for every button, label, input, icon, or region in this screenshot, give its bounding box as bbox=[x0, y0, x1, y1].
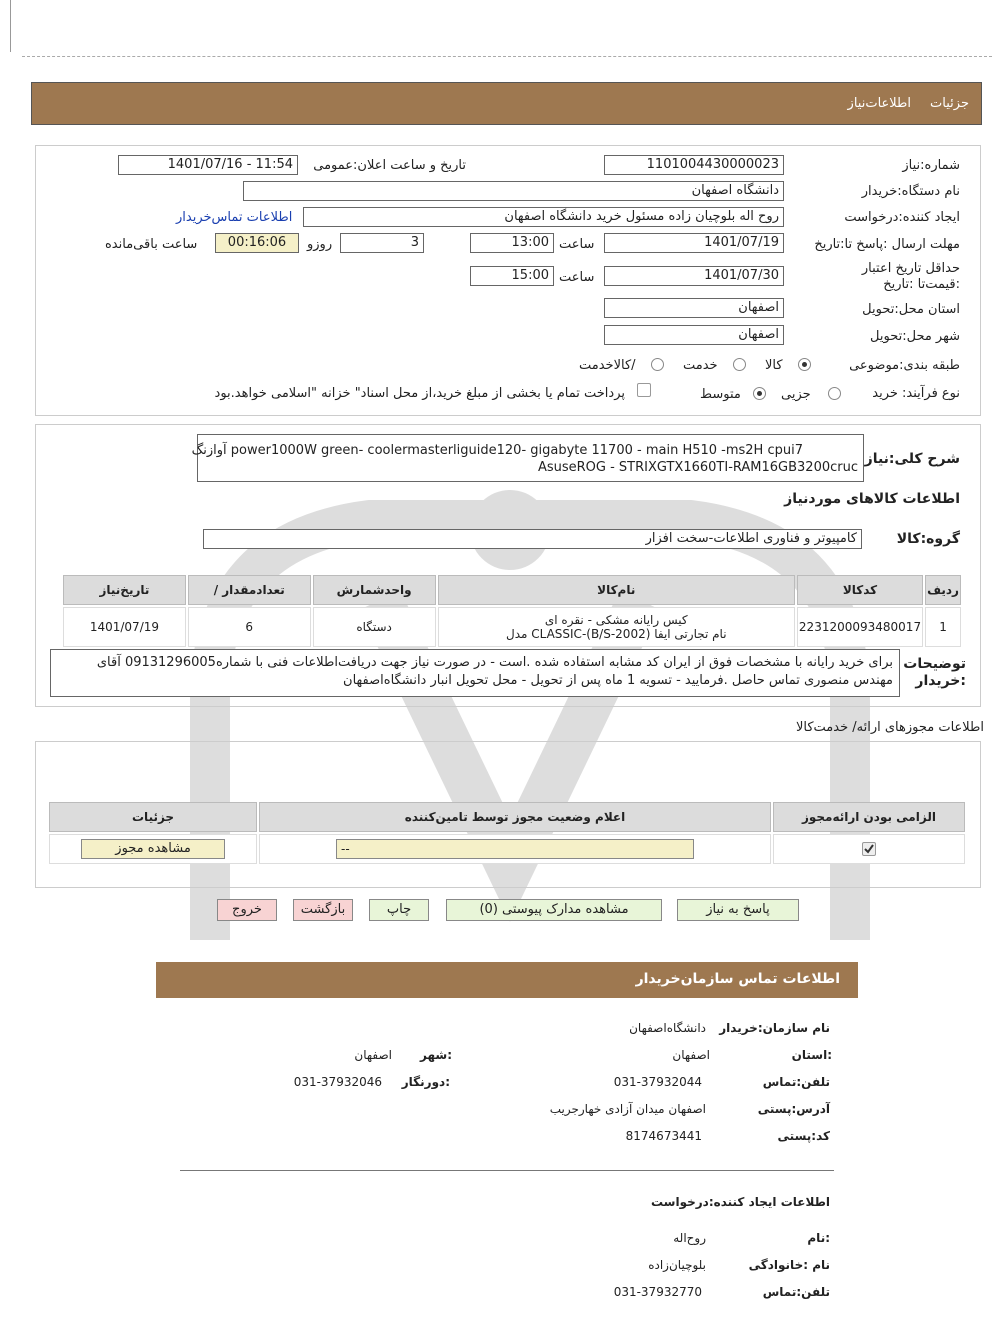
goods-title: اطلاعات کالاهای موردنیاز bbox=[784, 491, 960, 507]
top-divider bbox=[22, 56, 992, 57]
contact-bar bbox=[156, 962, 858, 998]
tab-details[interactable]: جزئیات bbox=[930, 96, 969, 111]
creator-field[interactable]: روح اله بلوچیان زاده مسئول خرید دانشگاه اصفهان bbox=[303, 207, 784, 227]
deadline-label: مهلت ارسال :پاسخ تا:تاریخ bbox=[814, 237, 960, 252]
summary-box[interactable] bbox=[191, 434, 864, 482]
goods-header-row bbox=[63, 575, 961, 605]
contact-city: اصفهان bbox=[354, 1048, 392, 1062]
col-code: کدکالا bbox=[797, 575, 923, 605]
group-field[interactable]: کامپیوتر و فناوری اطلاعات-سخت افزار bbox=[203, 529, 862, 549]
table-row bbox=[49, 834, 965, 864]
radio-partial[interactable] bbox=[828, 387, 841, 400]
treasury-checkbox[interactable] bbox=[637, 383, 651, 397]
announce-field[interactable]: 1401/07/16 - 11:54 bbox=[118, 155, 298, 175]
validity-time-word: ساعت bbox=[559, 270, 595, 285]
print-button[interactable]: چاپ bbox=[369, 899, 429, 921]
contact-province: اصفهان bbox=[672, 1048, 710, 1062]
cell-qty: 6 bbox=[188, 607, 311, 647]
attachments-button[interactable]: مشاهده مدارک پیوستی (0) bbox=[446, 899, 662, 921]
cell-unit: دستگاه bbox=[313, 607, 436, 647]
table-row[interactable] bbox=[63, 607, 961, 647]
cell-name bbox=[438, 607, 795, 647]
col-unit: واحدشمارش bbox=[313, 575, 436, 605]
cell-date: 1401/07/19 bbox=[63, 607, 186, 647]
radio-goods[interactable] bbox=[798, 358, 811, 371]
contact-org: دانشگاه‌اصفهان bbox=[629, 1021, 706, 1035]
days-word: روزو bbox=[307, 237, 333, 252]
col-need-date: تاریخ‌نیاز bbox=[63, 575, 186, 605]
exit-button[interactable]: خروج bbox=[217, 899, 277, 921]
buyer-org-label: نام دستگاه:خریدار bbox=[861, 184, 960, 199]
col-qty: / تعدادمقدار bbox=[188, 575, 311, 605]
validity-date-field[interactable]: 1401/07/30 bbox=[604, 266, 784, 286]
contact-fax-label: :دورنگار bbox=[401, 1075, 450, 1089]
permits-header-row bbox=[49, 802, 965, 832]
radio-service[interactable] bbox=[733, 358, 746, 371]
permits-cell-status bbox=[259, 834, 771, 864]
remaining-time-box: 00:16:06 bbox=[215, 233, 299, 253]
creator-phone: 031-37932770 bbox=[613, 1285, 702, 1299]
remaining-word: ساعت باقی‌مانده bbox=[105, 237, 198, 252]
creator-info-title: اطلاعات ایجاد کننده:درخواست bbox=[650, 1195, 830, 1209]
contact-divider bbox=[180, 1170, 834, 1171]
need-number-label: شماره:نیاز bbox=[902, 158, 960, 173]
reply-button[interactable]: پاسخ به نیاز bbox=[677, 899, 799, 921]
proc-medium-label: متوسط bbox=[700, 387, 741, 402]
frame-line bbox=[10, 0, 11, 52]
summary-line2: AsuseROG - STRIXGTX1660TI-RAM16GB3200cruc bbox=[537, 460, 858, 475]
deadline-time-field[interactable]: 13:00 bbox=[470, 233, 554, 253]
contact-fax: 031-37932046 bbox=[293, 1075, 382, 1089]
col-index: ردیف bbox=[925, 575, 961, 605]
goods-table bbox=[61, 573, 963, 649]
permits-col-status: اعلام وضعیت مجوز توسط تامین‌کننده bbox=[259, 802, 771, 832]
province-field[interactable]: اصفهان bbox=[604, 298, 784, 318]
announce-label: تاریخ و ساعت اعلان:عمومی bbox=[313, 158, 466, 173]
creator-name-label: :نام bbox=[807, 1231, 830, 1245]
contact-address: اصفهان میدان آزادی خهارجریب bbox=[549, 1102, 706, 1116]
validity-label: حداقل تاریخ اعتبار :قیمت‌تا :تاریخ bbox=[861, 261, 960, 292]
group-label: گروه:کالا bbox=[896, 531, 960, 547]
city-field[interactable]: اصفهان bbox=[604, 325, 784, 345]
cat-goods-service-label: /کالاخدمت bbox=[579, 358, 636, 373]
contact-postal-label: کد:پستی bbox=[777, 1129, 830, 1143]
days-field[interactable]: 3 bbox=[340, 233, 424, 253]
creator-family-label: نام :خانوادگی bbox=[748, 1258, 830, 1272]
summary-line1: آوازنگ power1000W green- coolermasterliguide120- gigabyte 11700 - main H510 -ms2H cpui7 bbox=[191, 443, 803, 458]
contact-address-label: آدرس:پستی bbox=[757, 1102, 830, 1116]
need-number-field[interactable]: 1101004430000023 bbox=[604, 155, 784, 175]
cat-goods-label: کالا bbox=[765, 358, 783, 373]
validity-time-field[interactable]: 15:00 bbox=[470, 266, 554, 286]
tab-need-info[interactable]: اطلاعات‌نیاز bbox=[847, 96, 911, 111]
permit-required-checkbox[interactable] bbox=[862, 842, 876, 856]
back-button[interactable]: بازگشت bbox=[293, 899, 353, 921]
permit-status-field[interactable]: -- bbox=[336, 839, 694, 859]
permits-col-details: جزئیات bbox=[49, 802, 257, 832]
permits-cell-required bbox=[773, 834, 965, 864]
cell-code: 2231200093480017 bbox=[797, 607, 923, 647]
cell-index: 1 bbox=[925, 607, 961, 647]
permits-title: اطلاعات مجوزهای ارائه/ خدمت‌کالا bbox=[795, 720, 984, 735]
header-bar bbox=[31, 82, 982, 125]
notes-box[interactable]: برای خرید رایانه با مشخصات فوق از ایران کد مشابه استفاده شده .است - در صورت نیاز جهت دریافت‌اطلاعات فنی با شماره09131296005 آقای مهندس منصوری تماس حاصل .فرمایید - تسویه 1 ماه پس از تحویل - محل تحویل انبار دانشگاه‌اصفهان bbox=[50, 649, 900, 697]
radio-medium[interactable] bbox=[753, 387, 766, 400]
contact-bar-title: اطلاعات تماس سازمان‌خریدار bbox=[635, 971, 840, 987]
process-label: نوع فرآیند: خرید bbox=[872, 386, 960, 401]
permits-cell-details bbox=[49, 834, 257, 864]
check-icon bbox=[863, 843, 875, 855]
view-permit-button[interactable]: مشاهده مجوز bbox=[81, 839, 225, 859]
contact-link[interactable]: اطلاعات تماس‌خریدار bbox=[176, 210, 293, 225]
contact-org-label: نام سازمان:خریدار bbox=[719, 1021, 830, 1035]
cell-name-line1: کیس رایانه مشکی - نقره ای bbox=[544, 613, 688, 627]
radio-goods-service[interactable] bbox=[651, 358, 664, 371]
time-word: ساعت bbox=[559, 237, 595, 252]
payment-note: پرداخت تمام یا بخشی از مبلغ خرید،از محل اسناد" خزانه "اسلامی خواهد.بود bbox=[214, 386, 625, 401]
buyer-org-field[interactable]: دانشگاه اصفهان bbox=[243, 181, 784, 201]
permits-col-required: الزامی بودن ارائه‌مجوز bbox=[773, 802, 965, 832]
permits-table bbox=[47, 800, 967, 866]
contact-province-label: :استان bbox=[791, 1048, 832, 1062]
creator-family: بلوچیان‌زاده bbox=[648, 1258, 706, 1272]
cell-name-line2: مدل CLASSIC-(B/S-2002) نام تجارتی ایفا bbox=[505, 627, 727, 641]
notes-label: توضیحات :خریدار bbox=[903, 656, 966, 689]
creator-phone-label: تلفن:تماس bbox=[762, 1285, 830, 1299]
deadline-date-field[interactable]: 1401/07/19 bbox=[604, 233, 784, 253]
city-label: شهر محل:تحویل bbox=[870, 329, 960, 344]
category-label: طبقه بندی:موضوعی bbox=[849, 358, 960, 373]
col-name: نام‌کالا bbox=[438, 575, 795, 605]
contact-phone: 031-37932044 bbox=[613, 1075, 702, 1089]
summary-label: شرح کلی:نیاز bbox=[864, 451, 960, 467]
province-label: استان محل:تحویل bbox=[862, 302, 960, 317]
contact-postal: 8174673441 bbox=[625, 1129, 702, 1143]
contact-phone-label: تلفن:تماس bbox=[762, 1075, 830, 1089]
creator-name: روح‌اله bbox=[673, 1231, 706, 1245]
cat-service-label: خدمت bbox=[683, 358, 718, 373]
proc-partial-label: جزیی bbox=[781, 387, 811, 402]
creator-label: ایجاد کننده:درخواست bbox=[844, 210, 960, 225]
contact-city-label: :شهر bbox=[420, 1048, 452, 1062]
